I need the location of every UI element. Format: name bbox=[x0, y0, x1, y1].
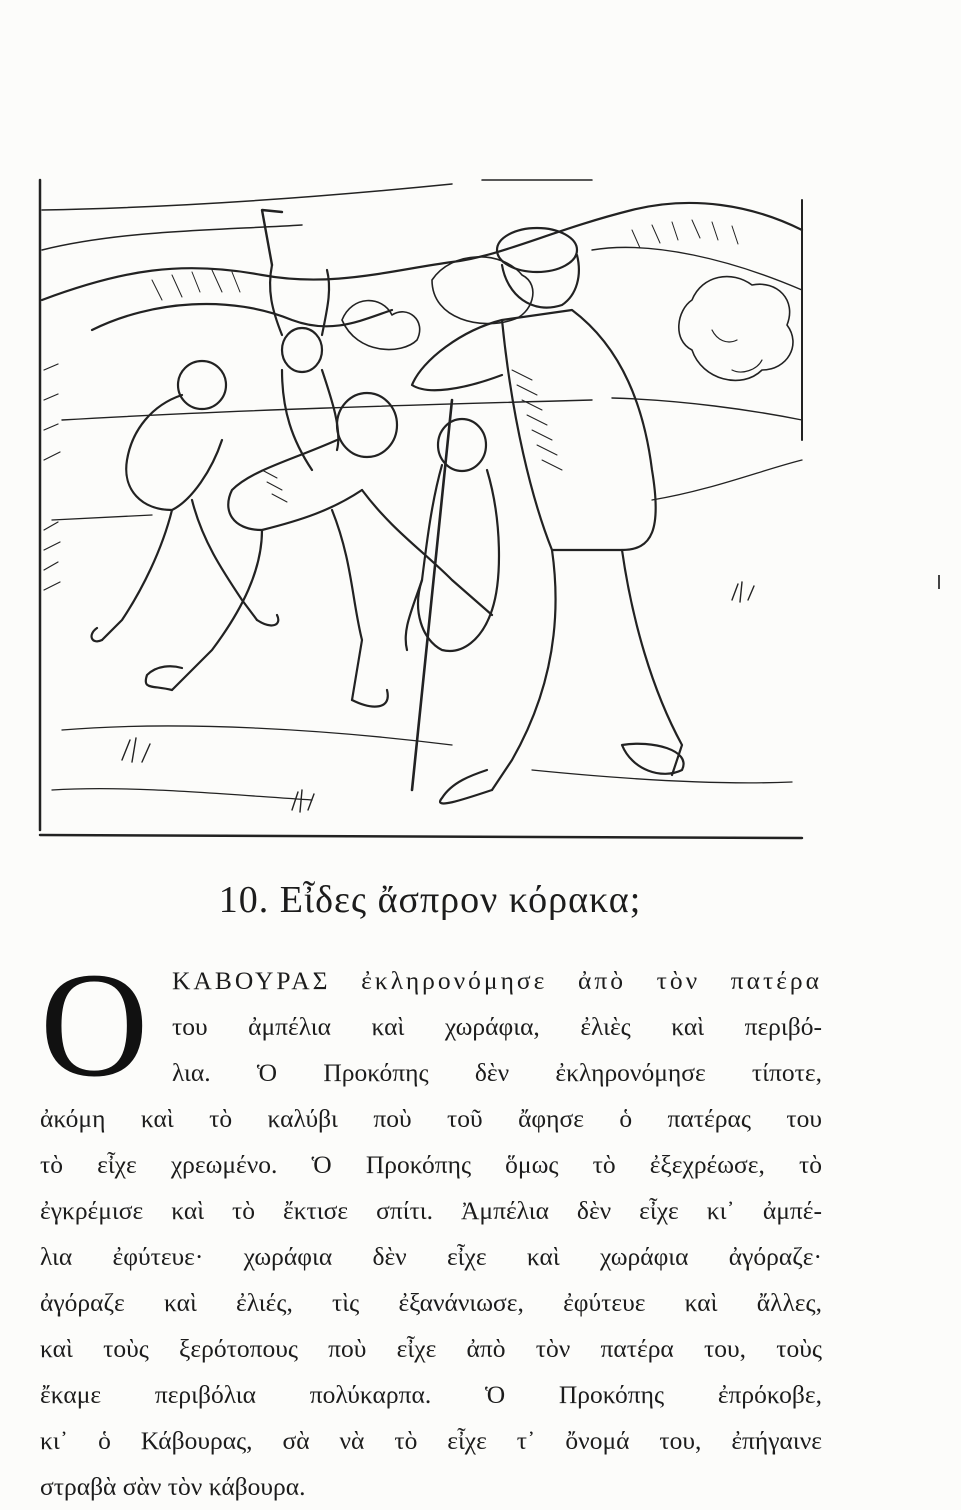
drop-cap: Ο bbox=[40, 942, 149, 1108]
text-line: ΚΑΒΟΥΡΑΣ ἐκληρονόμησε ἀπὸ τὸν πατέρα bbox=[172, 966, 822, 995]
text-line: ἐγκρέμισε καὶ τὸ ἔκτισε σπίτι. Ἀμπέλια δὲν εἶχε κι᾽ ἀμπέ- bbox=[40, 1196, 822, 1225]
text-line: ἀκόμη καὶ τὸ καλύβι ποὺ τοῦ ἄφησε ὁ πατέρας του bbox=[40, 1104, 822, 1133]
text-line: λια ἐφύτευε· χωράφια δὲν εἶχε καὶ χωράφια ἀγόραζε· bbox=[40, 1242, 822, 1271]
text-line: κι᾽ ὁ Κάβουρας, σὰ νὰ τὸ εἶχε τ᾽ ὄνομά του, ἐπήγαινε bbox=[40, 1426, 822, 1455]
chapter-illustration bbox=[32, 170, 810, 842]
chapter-body-text bbox=[40, 958, 822, 1510]
chapter-title: 10. Εἶδες ἄσπρον κόρακα; bbox=[218, 879, 642, 921]
text-line: στραβὰ σὰν τὸν κάβουρα. bbox=[40, 1472, 306, 1501]
text-line: τὸ εἶχε χρεωμένο. Ὁ Προκόπης ὅμως τὸ ἐξεχρέωσε, τὸ bbox=[40, 1150, 822, 1179]
illustration-icon bbox=[32, 170, 810, 842]
text-line: ἀγόραζε καὶ ἐλιές, τὶς ἐξανάνιωσε, ἐφύτευε καὶ ἄλλες, bbox=[40, 1288, 822, 1317]
text-line: ἔκαμε περιβόλια πολύκαρπα. Ὁ Προκόπης ἐπρόκοβε, bbox=[40, 1380, 822, 1409]
text-line: λια. Ὁ Προκόπης δὲν ἐκληρονόμησε τίποτε, bbox=[172, 1058, 822, 1087]
margin-mark bbox=[938, 575, 940, 589]
text-line: του ἀμπέλια καὶ χωράφια, ἐλιὲς καὶ περιβό- bbox=[172, 1012, 822, 1041]
text-line: καὶ τοὺς ξερότοπους ποὺ εἶχε ἀπὸ τὸν πατέρα του, τοὺς bbox=[40, 1334, 822, 1363]
